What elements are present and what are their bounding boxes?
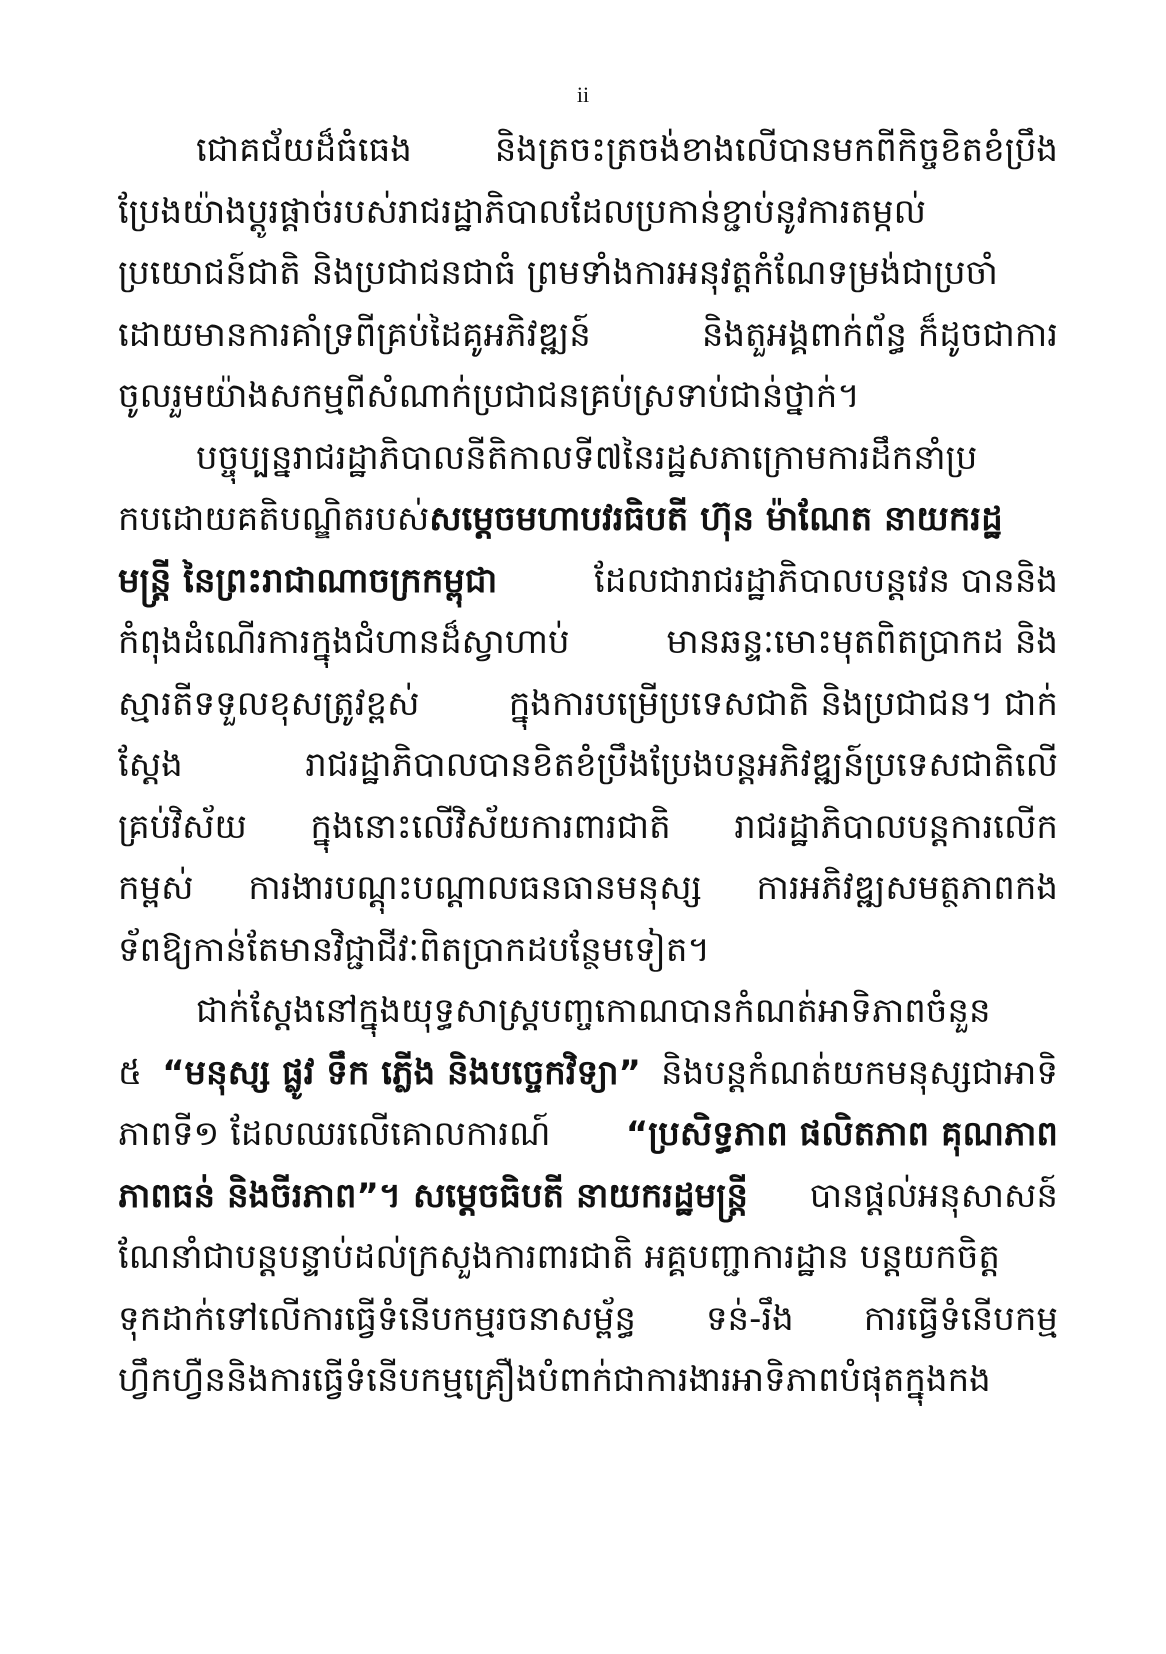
paragraph-2 bbox=[118, 428, 1058, 982]
text-line: ទ័ពឱ្យកាន់តែមានវិជ្ជាជីវៈពិតប្រាកដបន្ថែមទៀត។ bbox=[118, 929, 710, 970]
paragraph-3 bbox=[118, 981, 1058, 1412]
bold-text: ភាពធន់ និងចីរភាព”។ សម្តេចធិបតី នាយករដ្ឋមន្ត្រី bbox=[118, 1175, 748, 1216]
text-line: ទុកដាក់ទៅលើការធ្វើទំនើបកម្មរចនាសម្ព័ន្ធ ទន់-រឹង ការធ្វើទំនើបកម្ម bbox=[118, 1298, 1058, 1339]
bold-text: “មនុស្ស ផ្លូវ ទឹក ភ្លើង និងបច្ចេកវិទ្យា” bbox=[162, 1052, 641, 1093]
page-number: ii bbox=[576, 82, 590, 107]
text-line: ភាពទី១ ដែលឈរលើគោលការណ៍ “ប្រសិទ្ធភាព ផលិតភាព គុណភាព bbox=[118, 1104, 1058, 1166]
text-line: ណែនាំជាបន្តបន្ទាប់ដល់ក្រសួងការពារជាតិ អគ្គបញ្ជាការដ្ឋាន បន្តយកចិត្ត bbox=[118, 1237, 1000, 1277]
text-line: ប្រែងយ៉ាងប្តូរផ្តាច់របស់រាជរដ្ឋាភិបាលដែលប្រកាន់ខ្ជាប់នូវការតម្កល់ bbox=[118, 191, 926, 232]
text-line: ប្រយោជន៍ជាតិ និងប្រជាជនជាធំ ព្រមទាំងការអនុវត្តកំណែទម្រង់ជាប្រចាំ bbox=[118, 253, 998, 293]
text-line: កបដោយគតិបណ្ឌិតរបស់សម្តេចមហាបវរធិបតី ហ៊ុន ម៉ាណែត នាយករដ្ឋ bbox=[118, 499, 1003, 539]
text-line: ជោគជ័យដ៏ធំធេង និងត្រចះត្រចង់ខាងលើបានមកពីកិច្ចខិតខំប្រឹង bbox=[196, 130, 1058, 170]
bold-text: “ប្រសិទ្ធភាព ផលិតភាព គុណភាព bbox=[625, 1114, 1058, 1154]
text-line: កំពុងដំណើរការក្នុងជំហានដ៏ស្វាហាប់ មានឆន្ទៈមោះមុតពិតប្រាកដ និង bbox=[118, 622, 1058, 662]
text-line: ជាក់ស្តែងនៅក្នុងយុទ្ធសាស្ត្របញ្ចកោណបានកំណត់អាទិភាពចំនួន bbox=[196, 991, 991, 1031]
text-line: កម្ពស់ ការងារបណ្តុះបណ្តាលធនធានមនុស្ស ការអភិវឌ្ឍសមត្ថភាពកង bbox=[118, 868, 1058, 908]
text-line: ស្តែង រាជរដ្ឋាភិបាលបានខិតខំប្រឹងប្រែងបន្តអភិវឌ្ឍន៍ប្រទេសជាតិលើ bbox=[118, 745, 1058, 785]
document-body bbox=[118, 120, 1058, 1412]
text-line: ៥ “មនុស្ស ផ្លូវ ទឹក ភ្លើង និងបច្ចេកវិទ្យា” និងបន្តកំណត់យកមនុស្សជាអាទិ bbox=[118, 1043, 1058, 1105]
bold-text: មន្ត្រី នៃព្រះរាជាណាចក្រកម្ពុជា bbox=[118, 560, 498, 601]
text-line: ស្មារតីទទួលខុសត្រូវខ្ពស់ ក្នុងការបម្រើប្រទេសជាតិ និងប្រជាជន។ ជាក់ bbox=[118, 683, 1058, 724]
text-line: មន្ត្រី នៃព្រះរាជាណាចក្រកម្ពុជា ដែលជារាជរដ្ឋាភិបាលបន្តវេន បាននិង bbox=[118, 551, 1058, 613]
text-line: បច្ចុប្បន្នរាជរដ្ឋាភិបាលនីតិកាលទី៧នៃរដ្ឋសភាក្រោមការដឹកនាំប្រ bbox=[196, 437, 978, 478]
text-line: ហ្វឹកហ្វឺននិងការធ្វើទំនើបកម្មគ្រឿងបំពាក់ជាការងារអាទិភាពបំផុតក្នុងកង bbox=[118, 1360, 991, 1400]
text-line: គ្រប់វិស័យ ក្នុងនោះលើវិស័យការពារជាតិ រាជរដ្ឋាភិបាលបន្តការលើក bbox=[118, 806, 1058, 847]
paragraph-1 bbox=[118, 120, 1058, 428]
text-line: ភាពធន់ និងចីរភាព”។ សម្តេចធិបតី នាយករដ្ឋមន្ត្រី បានផ្តល់អនុសាសន៍ bbox=[118, 1166, 1058, 1228]
bold-text: សម្តេចមហាបវរធិបតី ហ៊ុន ម៉ាណែត នាយករដ្ឋ bbox=[429, 499, 1003, 539]
text-line: ដោយមានការគាំទ្រពីគ្រប់ដៃគូអភិវឌ្ឍន៍ និងតួអង្គពាក់ព័ន្ធ ក៏ដូចជាការ bbox=[118, 314, 1058, 355]
text-line: ចូលរួមយ៉ាងសកម្មពីសំណាក់ប្រជាជនគ្រប់ស្រទាប់ជាន់ថ្នាក់។ bbox=[118, 376, 860, 416]
